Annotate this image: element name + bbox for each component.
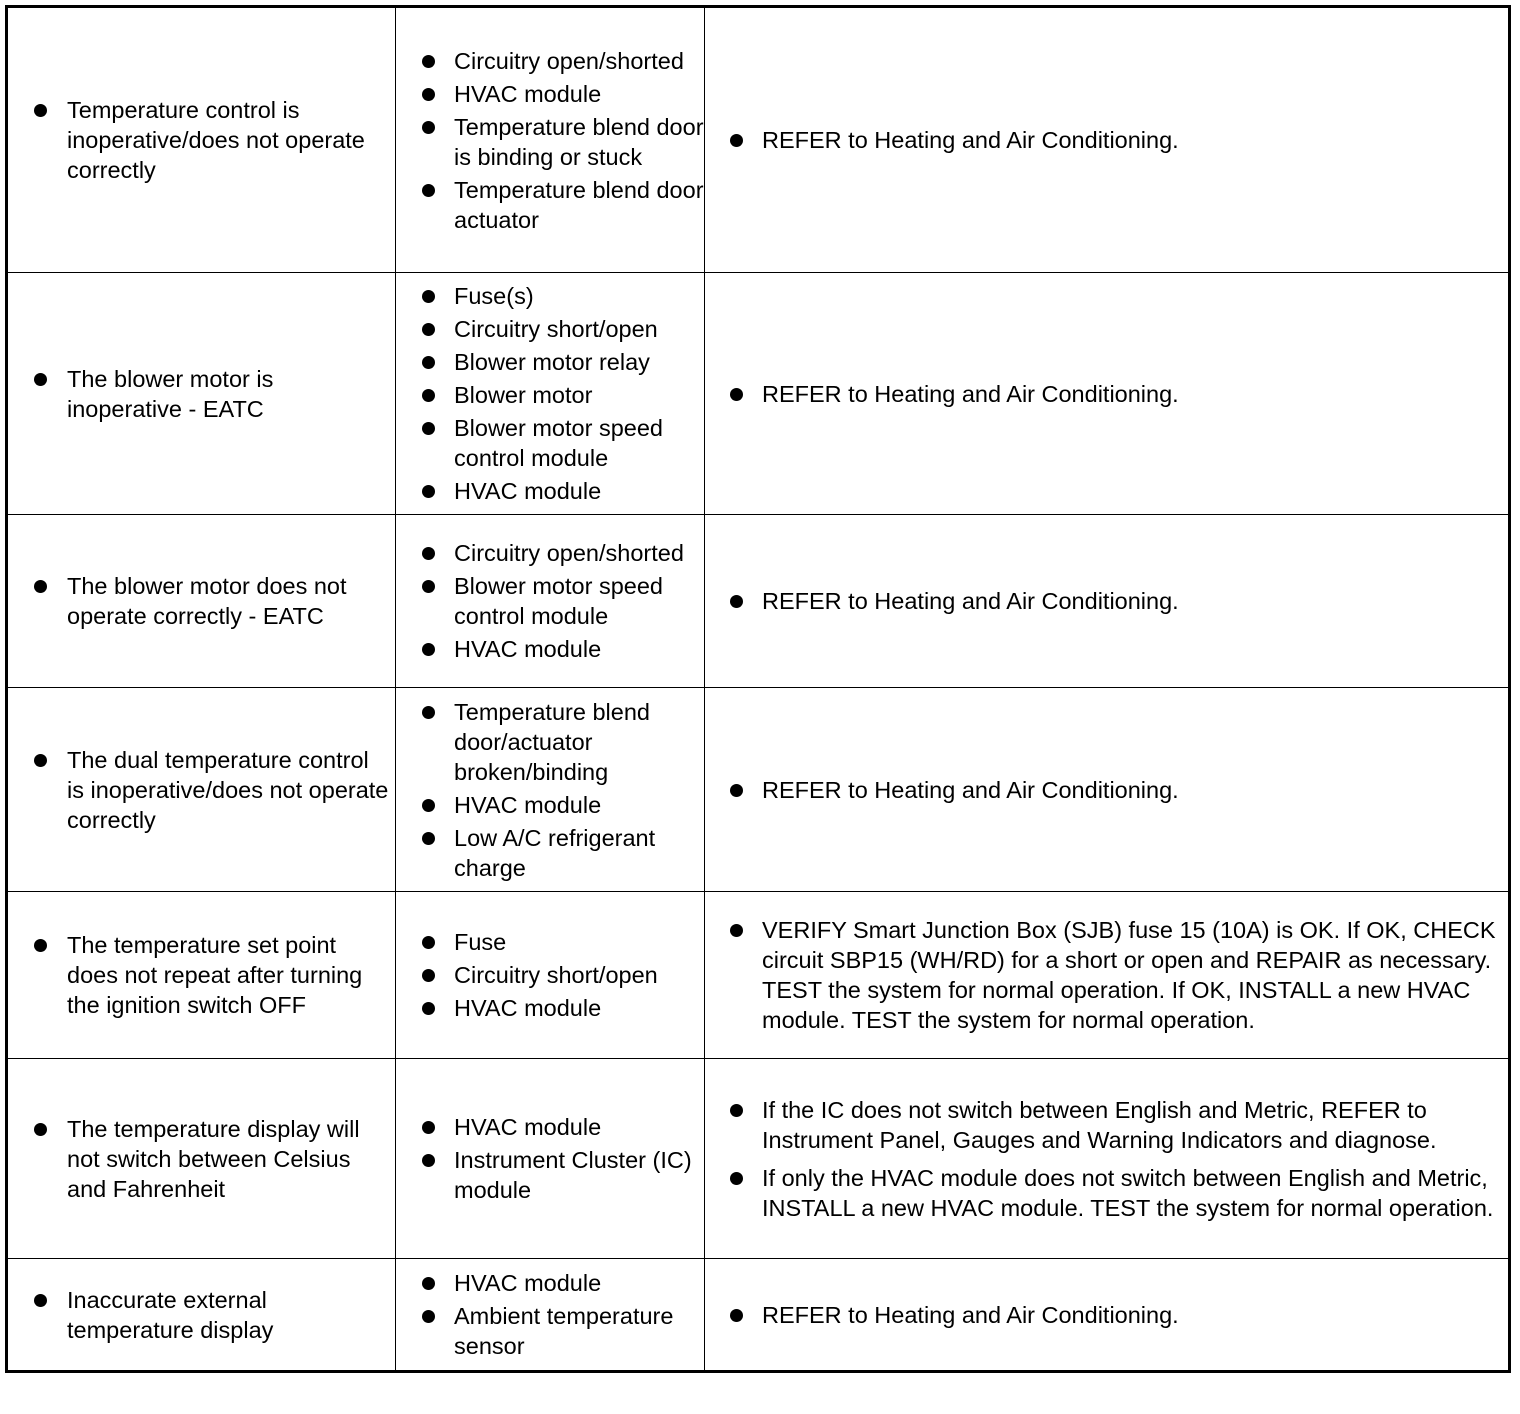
possible-source-cell xyxy=(396,688,705,892)
action-item: REFER to Heating and Air Conditioning. xyxy=(705,379,1508,409)
possible-source-item: Circuitry open/shorted xyxy=(396,46,704,76)
possible-source-item: Fuse(s) xyxy=(396,281,704,311)
condition-cell xyxy=(7,7,396,273)
condition-text: The dual temperature control is inoperative/does not operate correctly xyxy=(8,745,395,835)
table-row xyxy=(7,892,1510,1059)
action-item: REFER to Heating and Air Conditioning. xyxy=(705,775,1508,805)
action-item: REFER to Heating and Air Conditioning. xyxy=(705,586,1508,616)
action-cell xyxy=(705,7,1510,273)
possible-source-item: HVAC module xyxy=(396,476,704,506)
possible-source-cell xyxy=(396,1059,705,1259)
action-item: If the IC does not switch between English and Metric, REFER to Instrument Panel, Gauges and Warning Indicators and diagnose. xyxy=(705,1095,1508,1155)
action-cell xyxy=(705,515,1510,688)
possible-source-item: Blower motor speed control module xyxy=(396,413,704,473)
possible-source-item: Circuitry open/shorted xyxy=(396,538,704,568)
possible-source-cell xyxy=(396,1259,705,1372)
condition-text: The blower motor is inoperative - EATC xyxy=(8,364,395,424)
possible-source-item: Temperature blend door is binding or stuck xyxy=(396,112,704,172)
possible-source-item: HVAC module xyxy=(396,790,704,820)
possible-source-cell xyxy=(396,515,705,688)
condition-text: Inaccurate external temperature display xyxy=(8,1285,395,1345)
action-item: REFER to Heating and Air Conditioning. xyxy=(705,125,1508,155)
possible-source-item: Blower motor xyxy=(396,380,704,410)
condition-cell xyxy=(7,273,396,515)
condition-text: The temperature set point does not repeat after turning the ignition switch OFF xyxy=(8,930,395,1020)
condition-text: The blower motor does not operate correctly - EATC xyxy=(8,571,395,631)
possible-source-item: Temperature blend door/actuator broken/binding xyxy=(396,697,704,787)
action-item: REFER to Heating and Air Conditioning. xyxy=(705,1300,1508,1330)
condition-cell xyxy=(7,515,396,688)
table-row xyxy=(7,1059,1510,1259)
action-cell xyxy=(705,688,1510,892)
condition-cell xyxy=(7,1259,396,1372)
action-item: VERIFY Smart Junction Box (SJB) fuse 15 (10A) is OK. If OK, CHECK circuit SBP15 (WH/RD) for a short or open and REPAIR as necessary. TEST the system for normal operation. If OK, INSTALL a new HVAC module. TEST the system for normal operation. xyxy=(705,915,1508,1035)
possible-source-item: HVAC module xyxy=(396,79,704,109)
possible-source-item: Low A/C refrigerant charge xyxy=(396,823,704,883)
symptom-chart-body xyxy=(7,7,1510,1372)
possible-source-item: HVAC module xyxy=(396,993,704,1023)
possible-source-cell xyxy=(396,7,705,273)
condition-cell xyxy=(7,1059,396,1259)
symptom-chart-table xyxy=(5,5,1511,1373)
condition-cell xyxy=(7,892,396,1059)
possible-source-item: Temperature blend door actuator xyxy=(396,175,704,235)
possible-source-item: HVAC module xyxy=(396,1112,704,1142)
possible-source-item: Ambient temperature sensor xyxy=(396,1301,704,1361)
condition-cell xyxy=(7,688,396,892)
possible-source-item: HVAC module xyxy=(396,634,704,664)
action-cell xyxy=(705,1259,1510,1372)
table-row xyxy=(7,273,1510,515)
possible-source-item: Fuse xyxy=(396,927,704,957)
possible-source-cell xyxy=(396,892,705,1059)
table-row xyxy=(7,1259,1510,1372)
possible-source-item: Instrument Cluster (IC) module xyxy=(396,1145,704,1205)
condition-text: The temperature display will not switch between Celsius and Fahrenheit xyxy=(8,1114,395,1204)
action-cell xyxy=(705,892,1510,1059)
table-row xyxy=(7,688,1510,892)
action-item: If only the HVAC module does not switch between English and Metric, INSTALL a new HVAC module. TEST the system for normal operation. xyxy=(705,1163,1508,1223)
action-cell xyxy=(705,1059,1510,1259)
condition-text: Temperature control is inoperative/does not operate correctly xyxy=(8,95,395,185)
possible-source-cell xyxy=(396,273,705,515)
table-row xyxy=(7,7,1510,273)
possible-source-item: Circuitry short/open xyxy=(396,960,704,990)
possible-source-item: HVAC module xyxy=(396,1268,704,1298)
possible-source-item: Circuitry short/open xyxy=(396,314,704,344)
action-cell xyxy=(705,273,1510,515)
possible-source-item: Blower motor relay xyxy=(396,347,704,377)
possible-source-item: Blower motor speed control module xyxy=(396,571,704,631)
table-row xyxy=(7,515,1510,688)
